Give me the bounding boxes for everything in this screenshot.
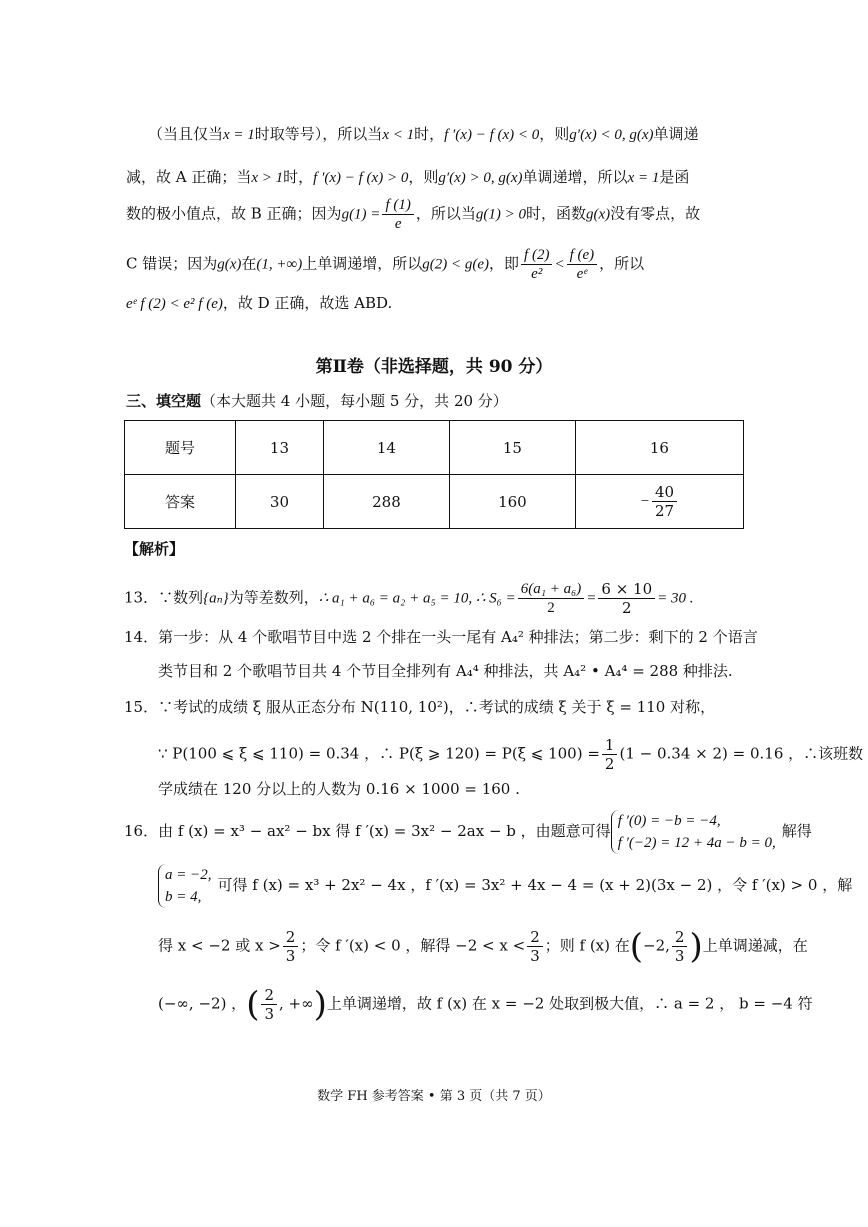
text: 第一步：从 4 个歌唱节目中选 2 个排在一头一尾有 A₄² 种排法；第二步：剩下的 2 个语言 [158, 628, 758, 646]
table-row [125, 475, 744, 529]
denominator: 2 [604, 755, 615, 773]
math: eᵉ f (2) < e² f (e) [126, 296, 223, 312]
intro-line-4 [126, 246, 644, 283]
math: x = 1 [223, 127, 255, 143]
text: ∵ P(100 ⩽ ξ ⩽ 110) = 0.34 ，∴ P(ξ ⩾ 120) = P(ξ ⩽ 100) = [158, 744, 600, 763]
question-number: 13． [124, 588, 159, 607]
text: 时取等号），所以当 [254, 125, 383, 143]
math: f ′(x) − f (x) < 0 [444, 127, 540, 143]
text: C 错误；因为 [126, 254, 218, 273]
math: g(1) = [341, 206, 381, 223]
table-cell: 15 [449, 421, 575, 475]
analysis-heading: 【解析】 [124, 540, 185, 558]
intro-line-1 [148, 123, 699, 146]
text: 由 f (x) = x³ − ax² − bx 得 f ′(x) = 3x² − 2ax − b ，由题意可得 [158, 822, 611, 840]
table-cell: 288 [323, 475, 449, 529]
denominator: 2 [622, 599, 632, 617]
q16-line-1 [124, 810, 812, 854]
text: 上单调递减，在 [702, 936, 808, 955]
text: 时， [414, 125, 445, 143]
answer-table [124, 420, 744, 529]
text: 为等差数列， [228, 588, 319, 607]
denominator: 3 [674, 947, 685, 965]
equation: a = −2, [165, 867, 212, 883]
text: 没有零点，故 [610, 204, 701, 223]
page-footer: 数学 FH 参考答案 • 第 3 页（共 7 页） [317, 1089, 551, 1104]
text: 单调递增，所以 [522, 168, 628, 186]
text: 时，函数 [526, 204, 587, 223]
text: 得 x < −2 或 x > [158, 936, 281, 955]
fraction [672, 928, 688, 965]
numerator: 2 [283, 928, 299, 947]
denominator: 3 [285, 947, 296, 965]
table-row [125, 421, 744, 475]
table-cell: 16 [575, 421, 743, 475]
math: = [586, 590, 597, 607]
numerator: 2 [261, 986, 277, 1005]
text: 是函 [659, 168, 690, 186]
minus-sign: − [639, 493, 650, 510]
left-paren: ( [246, 984, 260, 1025]
fraction [261, 986, 277, 1023]
equation-system [611, 810, 776, 854]
right-paren: ) [689, 926, 703, 967]
question-number: 14． [124, 628, 159, 646]
q15-line-1 [124, 696, 715, 718]
fraction [602, 736, 618, 773]
q14-line-1 [124, 626, 758, 648]
table-cell: 160 [449, 475, 575, 529]
q13-line [124, 580, 694, 617]
text: ，所以 [599, 254, 645, 273]
text: 减，故 A 正确；当 [126, 168, 252, 186]
text: (1 − 0.34 × 2) = 0.16 ，∴该班数 [619, 744, 864, 763]
text: ；则 f (x) 在 [544, 936, 630, 955]
numerator: f (2) [521, 246, 552, 265]
table-cell: 30 [236, 475, 324, 529]
math: g(1) > 0 [475, 206, 526, 223]
q15-line-3 [158, 778, 520, 800]
denominator: 3 [264, 1005, 274, 1023]
math: g(x) [217, 256, 242, 273]
interval-end: , +∞ [279, 994, 314, 1013]
math: x > 1 [251, 170, 284, 186]
math: x < 1 [382, 127, 415, 143]
table-header-cell: 答案 [125, 475, 236, 529]
q16-line-3 [158, 928, 808, 965]
text: ，所以当 [415, 204, 476, 223]
text: 数的极小值点，故 B 正确；因为 [126, 204, 342, 223]
fraction [598, 580, 655, 617]
denominator: 2 [547, 600, 555, 616]
text: 上单调递增，所以 [302, 254, 423, 273]
table-cell [575, 475, 743, 529]
question-number: 15． [124, 698, 159, 716]
math: g(x) [586, 206, 611, 223]
text: 上单调递增，故 f (x) 在 x = −2 处取到极大值，∴ a = 2 ， b = −4 符 [326, 994, 813, 1013]
denominator: eᵉ [576, 266, 588, 282]
numerator: 2 [527, 928, 543, 947]
text: 单调递 [653, 125, 699, 143]
text: （当且仅当 [148, 125, 224, 143]
right-paren: ) [313, 984, 327, 1025]
fraction [652, 483, 677, 520]
section-label: 三、填空题 [126, 392, 202, 410]
fraction [521, 246, 552, 283]
numerator: 40 [652, 483, 677, 502]
intro-line-3 [126, 196, 700, 233]
equation: b = 4, [165, 889, 202, 905]
numerator: f (e) [567, 246, 598, 265]
text: ；令 f ′(x) < 0 ，解得 −2 < x < [300, 936, 526, 955]
math: g′(x) > 0, g(x) [438, 170, 523, 186]
intro-line-2 [126, 166, 689, 189]
math: < [554, 256, 565, 273]
math: g(2) < g(e) [422, 256, 490, 273]
left-paren: ( [629, 926, 644, 967]
math: (1, +∞) [256, 256, 303, 273]
q16-line-2 [158, 864, 852, 908]
section-heading [126, 390, 508, 412]
denominator: 27 [654, 502, 675, 520]
q14-line-2 [158, 660, 733, 682]
question-number: 16． [124, 822, 159, 840]
q15-line-2 [158, 736, 863, 773]
text: (−∞, −2) ， [158, 994, 247, 1013]
text: ，故 D 正确，故选 ABD. [222, 294, 393, 312]
math: ∴ a₁ + a₆ = a₂ + a₅ = 10, ∴ S₆ = [318, 590, 516, 607]
text: ，即 [489, 254, 520, 273]
numerator: 2 [672, 928, 688, 947]
equation-system [158, 864, 212, 908]
math: g′(x) < 0, g(x) [569, 127, 654, 143]
text: 可得 f (x) = x³ + 2x² − 4x ，f ′(x) = 3x² + 4x − 4 = (x + 2)(3x − 2) ，令 f ′(x) > 0 ，解 [217, 876, 853, 894]
text: ，则 [408, 168, 439, 186]
denominator: e² [531, 266, 543, 282]
text: 在 [241, 254, 257, 273]
denominator: e [394, 216, 402, 232]
math: f ′(x) − f (x) > 0 [313, 170, 409, 186]
fraction [567, 246, 598, 283]
numerator: f (1) [382, 196, 413, 215]
numerator: 6(a₁ + a₆) [518, 580, 585, 599]
math: = 30 . [657, 590, 694, 607]
text: ，则 [539, 125, 570, 143]
math: x = 1 [627, 170, 660, 186]
text: ∵考试的成绩 ξ 服从正态分布 N(110, 10²)，∴考试的成绩 ξ 关于 ξ = 110 对称， [158, 698, 716, 716]
text: ∵数列 [158, 588, 204, 607]
denominator: 3 [530, 947, 540, 965]
fraction [382, 196, 413, 233]
numerator: 6 × 10 [598, 580, 655, 599]
part-title: 第Ⅱ卷（非选择题，共 90 分） [315, 357, 553, 377]
section-note: （本大题共 4 小题，每小题 5 分，共 20 分） [201, 392, 508, 410]
table-header-cell: 题号 [125, 421, 236, 475]
equation: f ′(0) = −b = −4, [617, 813, 721, 829]
text: 时， [283, 168, 314, 186]
fraction [527, 928, 543, 965]
equation: f ′(−2) = 12 + 4a − b = 0, [617, 835, 776, 851]
table-cell: 14 [323, 421, 449, 475]
text: 类节目和 2 个歌唱节目共 4 个节目全排列有 A₄⁴ 种排法，共 A₄² • A₄⁴ = 288 种排法. [158, 662, 733, 680]
q16-line-4 [158, 986, 813, 1023]
numerator: 1 [602, 736, 618, 755]
interval-start: −2, [643, 936, 670, 955]
intro-line-5 [126, 292, 392, 315]
text: 学成绩在 120 分以上的人数为 0.16 × 1000 = 160 . [158, 780, 520, 798]
fraction [518, 580, 585, 617]
math: {aₙ} [203, 590, 229, 607]
fraction [283, 928, 299, 965]
table-cell: 13 [236, 421, 324, 475]
text: 解得 [781, 822, 812, 840]
